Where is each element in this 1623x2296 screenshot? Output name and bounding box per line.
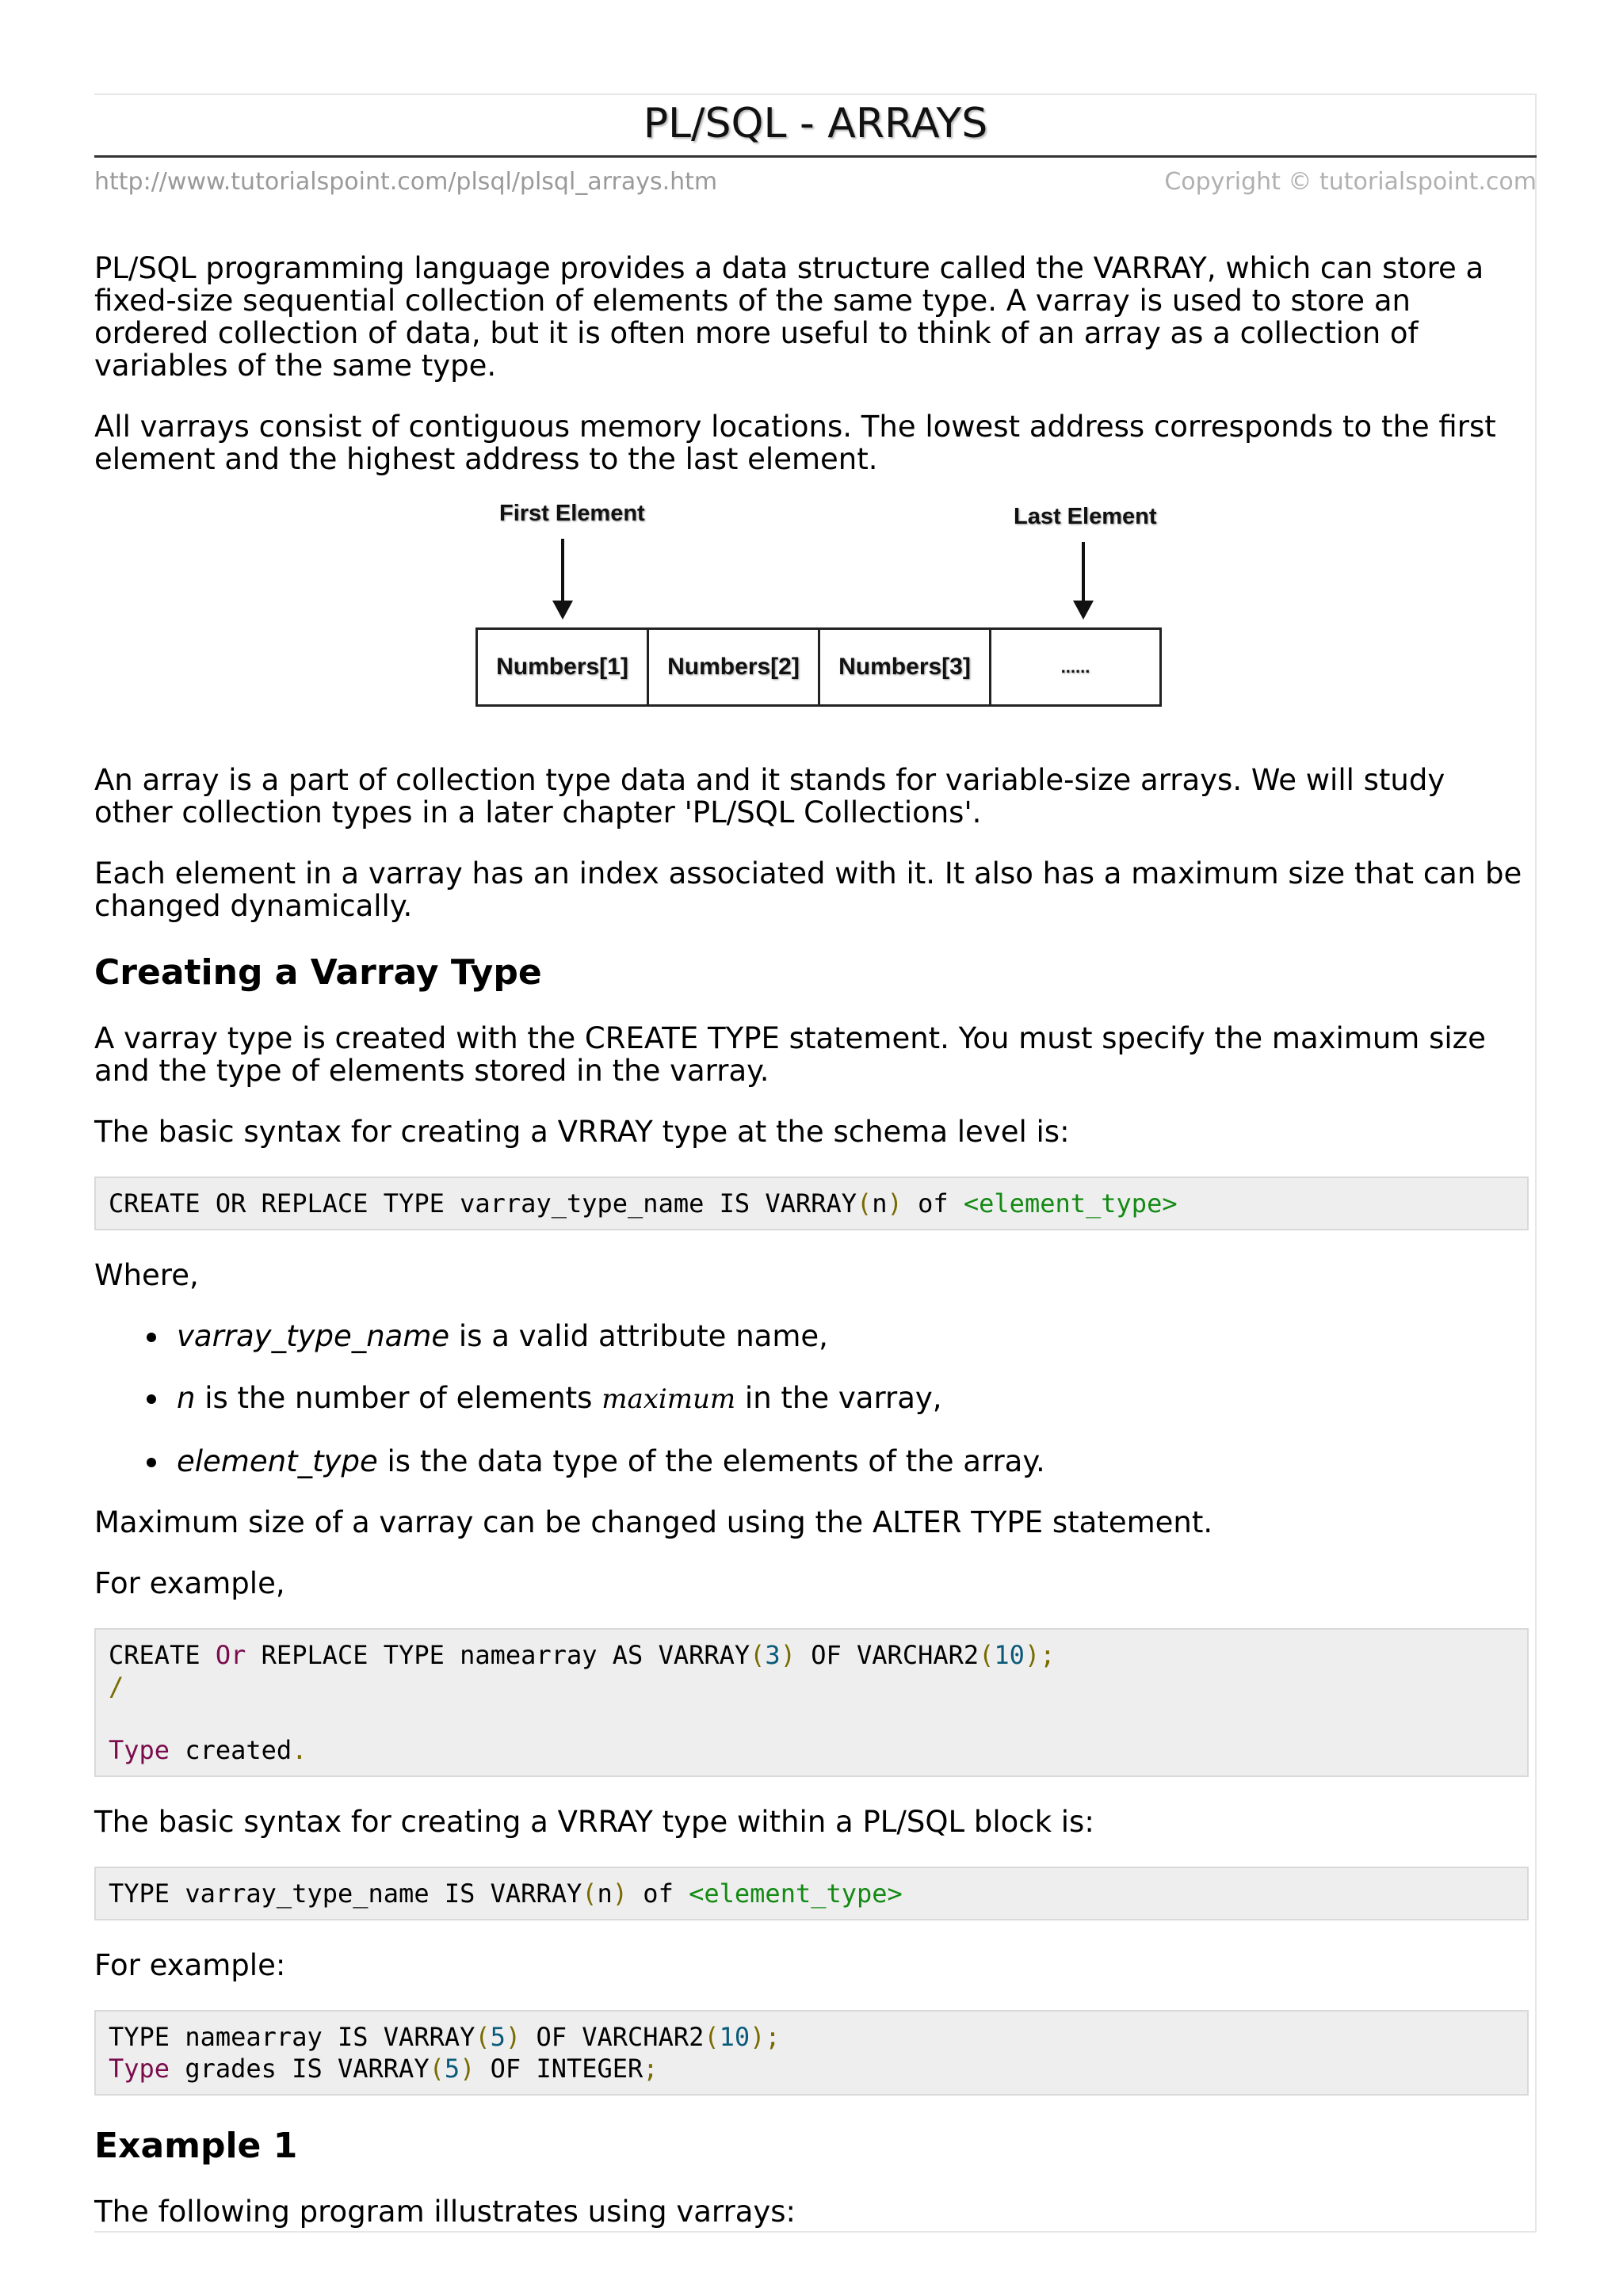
array-cells — [475, 627, 1162, 707]
array-cell: Numbers[3] — [820, 630, 991, 704]
paragraph-for-example-2: For example: — [94, 1948, 286, 1982]
code-block-create-namearray[interactable]: CREATE Or REPLACE TYPE namearray AS VARRAY(3) OF VARCHAR2(10); / Type created. — [94, 1628, 1529, 1777]
paragraph-block-syntax: The basic syntax for creating a VRRAY type within a PL/SQL block is: — [94, 1805, 1094, 1839]
paragraph-alter-type: Maximum size of a varray can be changed using the ALTER TYPE statement. — [94, 1505, 1213, 1539]
bullet-icon — [147, 1333, 156, 1342]
intro-paragraph-1: PL/SQL programming language provides a data structure called the VARRAY, which can store a fixed-size sequential collection of elements of the same type. A varray is used to store an ordered collection of data, but it is often more useful to think of an array as a collection of variables of the same type. — [94, 251, 1484, 383]
paragraph-collection-types: An array is a part of collection type data and it stands for variable-size arrays. We will study other collection types in a later chapter 'PL/SQL Collections'. — [94, 763, 1445, 830]
paragraph-for-example-1: For example, — [94, 1566, 285, 1600]
intro-paragraph-2: All varrays consist of contiguous memory locations. The lowest address corresponds to the first element and the highest address to the last element. — [94, 410, 1496, 476]
source-url[interactable]: http://www.tutorialspoint.com/plsql/plsql_arrays.htm — [94, 168, 718, 196]
first-element-label: First Element — [499, 501, 645, 526]
list-item: element_type is the data type of the elements of the array. — [177, 1445, 1529, 1478]
code-block-schema-syntax[interactable]: CREATE OR REPLACE TYPE varray_type_name IS VARRAY(n) of <element_type> — [94, 1177, 1529, 1230]
heading-creating-varray-type: Creating a Varray Type — [94, 952, 542, 993]
first-element-arrow-shaft — [561, 539, 564, 602]
parameter-list — [94, 1320, 1529, 1478]
last-element-label: Last Element — [1014, 504, 1157, 529]
paragraph-where: Where, — [94, 1258, 199, 1292]
heading-example-1: Example 1 — [94, 2126, 298, 2166]
first-element-arrow-icon — [552, 601, 573, 620]
code-block-block-syntax[interactable]: TYPE varray_type_name IS VARRAY(n) of <element_type> — [94, 1867, 1529, 1920]
paragraph-create-type: A varray type is created with the CREATE TYPE statement. You must specify the maximum size and the type of elements stored in the varray. — [94, 1021, 1486, 1088]
article-content — [94, 252, 1529, 2256]
array-cell-ellipsis: ...... — [1060, 657, 1090, 677]
page-title: PL/SQL - ARRAYS — [643, 100, 988, 147]
paragraph-example-intro: The following program illustrates using varrays: — [94, 2195, 796, 2229]
title-rule — [94, 155, 1537, 158]
list-item: varray_type_name is a valid attribute name, — [177, 1320, 1529, 1352]
paragraph-index: Each element in a varray has an index associated with it. It also has a maximum size that can be changed dynamically. — [94, 856, 1522, 923]
copyright-notice: Copyright © tutorialspoint.com — [1164, 168, 1537, 196]
code-block-type-declarations[interactable]: TYPE namearray IS VARRAY(5) OF VARCHAR2(10); Type grades IS VARRAY(5) OF INTEGER; — [94, 2010, 1529, 2096]
varray-diagram — [94, 501, 1529, 748]
bullet-icon — [147, 1394, 156, 1404]
list-item: n is the number of elements maximum in the varray, — [177, 1382, 1529, 1416]
bullet-icon — [147, 1458, 156, 1467]
last-element-arrow-icon — [1073, 601, 1094, 620]
array-cell: Numbers[1] — [478, 630, 649, 704]
paragraph-schema-syntax: The basic syntax for creating a VRRAY type at the schema level is: — [94, 1115, 1070, 1149]
last-element-arrow-shaft — [1082, 542, 1085, 602]
array-cell: Numbers[2] — [649, 630, 820, 704]
